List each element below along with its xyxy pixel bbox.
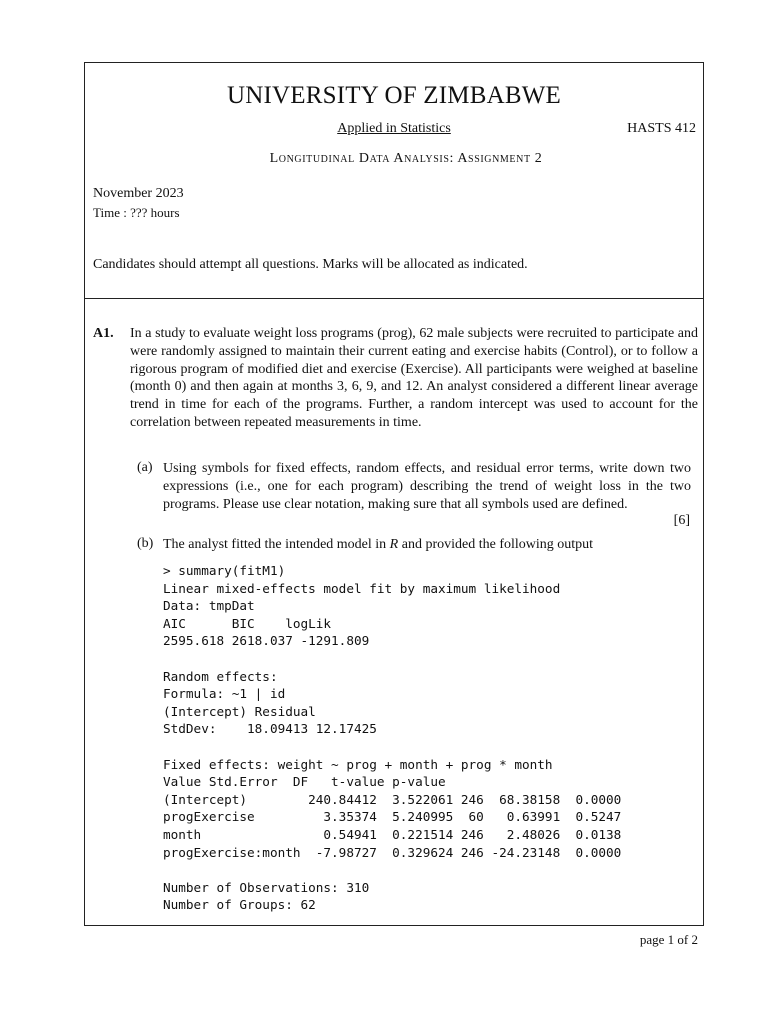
r-output-line: Formula: ~1 | id bbox=[163, 686, 286, 702]
part-a-marks: [6] bbox=[673, 513, 690, 528]
r-output-line: Random effects: bbox=[163, 668, 278, 684]
exam-date: November 2023 bbox=[93, 186, 184, 201]
question-text: In a study to evaluate weight loss programs (prog), 62 male subjects were recruited to participate and were randomly assigned to maintain their current eating and exercise habits (Control), or to follow a rigorous program of modified diet and exercise (Exercise). All participants were weighed at baseline (month 0) and then again at months 3, 6, 9, and 12. An analyst considered a different linear average trend in time for each of the programs. Further, a random intercept was used to account for the correlation between repeated measurements in time. bbox=[130, 326, 698, 430]
r-output-line: progExercise:month -7.98727 0.329624 246 -24.23148 0.0000 bbox=[163, 844, 622, 860]
r-output-line: StdDev: 18.09413 12.17425 bbox=[163, 721, 377, 737]
r-output-line: Number of Groups: 62 bbox=[163, 897, 316, 913]
r-output-line: Data: tmpDat bbox=[163, 598, 255, 614]
course-name: Applied in Statistics bbox=[337, 121, 451, 136]
exam-time: Time : ??? hours bbox=[93, 205, 180, 220]
part-b-text-after: and provided the following output bbox=[398, 537, 594, 552]
page-number: page 1 of 2 bbox=[639, 932, 698, 947]
r-output-line: Value Std.Error DF t-value p-value bbox=[163, 774, 446, 790]
part-a-text: Using symbols for fixed effects, random effects, and residual error terms, write down two expressions (i.e., one for each program) describing the trend of weight loss in the two programs. Please use clear notation, making sure that all symbols used are defined. bbox=[163, 461, 691, 512]
question-number: A1. bbox=[93, 326, 114, 341]
r-output-line: progExercise 3.35374 5.240995 60 0.63991 0.5247 bbox=[163, 809, 622, 825]
r-output-line: (Intercept) Residual bbox=[163, 703, 316, 719]
r-output-line: Fixed effects: weight ~ prog + month + prog * month bbox=[163, 756, 553, 772]
r-output-line: Number of Observations: 310 bbox=[163, 879, 370, 895]
r-output-line: > summary(fitM1) bbox=[163, 563, 286, 578]
part-b-text-before: The analyst fitted the intended model in bbox=[163, 537, 390, 552]
assignment-title: Longitudinal Data Analysis: Assignment 2 bbox=[269, 151, 543, 166]
header-divider bbox=[84, 298, 704, 299]
r-output-line: (Intercept) 240.84412 3.522061 246 68.38158 0.0000 bbox=[163, 791, 622, 807]
r-output-line: month 0.54941 0.221514 246 2.48026 0.0138 bbox=[163, 826, 622, 842]
part-a-label: (a) bbox=[137, 460, 153, 475]
part-b-text bbox=[163, 536, 691, 554]
r-output-line: Linear mixed-effects model fit by maximum likelihood bbox=[163, 580, 561, 596]
instructions: Candidates should attempt all questions. Marks will be allocated as indicated. bbox=[93, 257, 528, 272]
r-output-block bbox=[163, 562, 621, 914]
university-title: UNIVERSITY OF ZIMBABWE bbox=[226, 82, 561, 109]
part-b-text-r: R bbox=[389, 537, 399, 552]
r-output-line: AIC BIC logLik bbox=[163, 615, 332, 631]
part-b-label: (b) bbox=[137, 536, 154, 551]
course-code: HASTS 412 bbox=[627, 121, 696, 136]
r-output-line: 2595.618 2618.037 -1291.809 bbox=[163, 633, 370, 649]
